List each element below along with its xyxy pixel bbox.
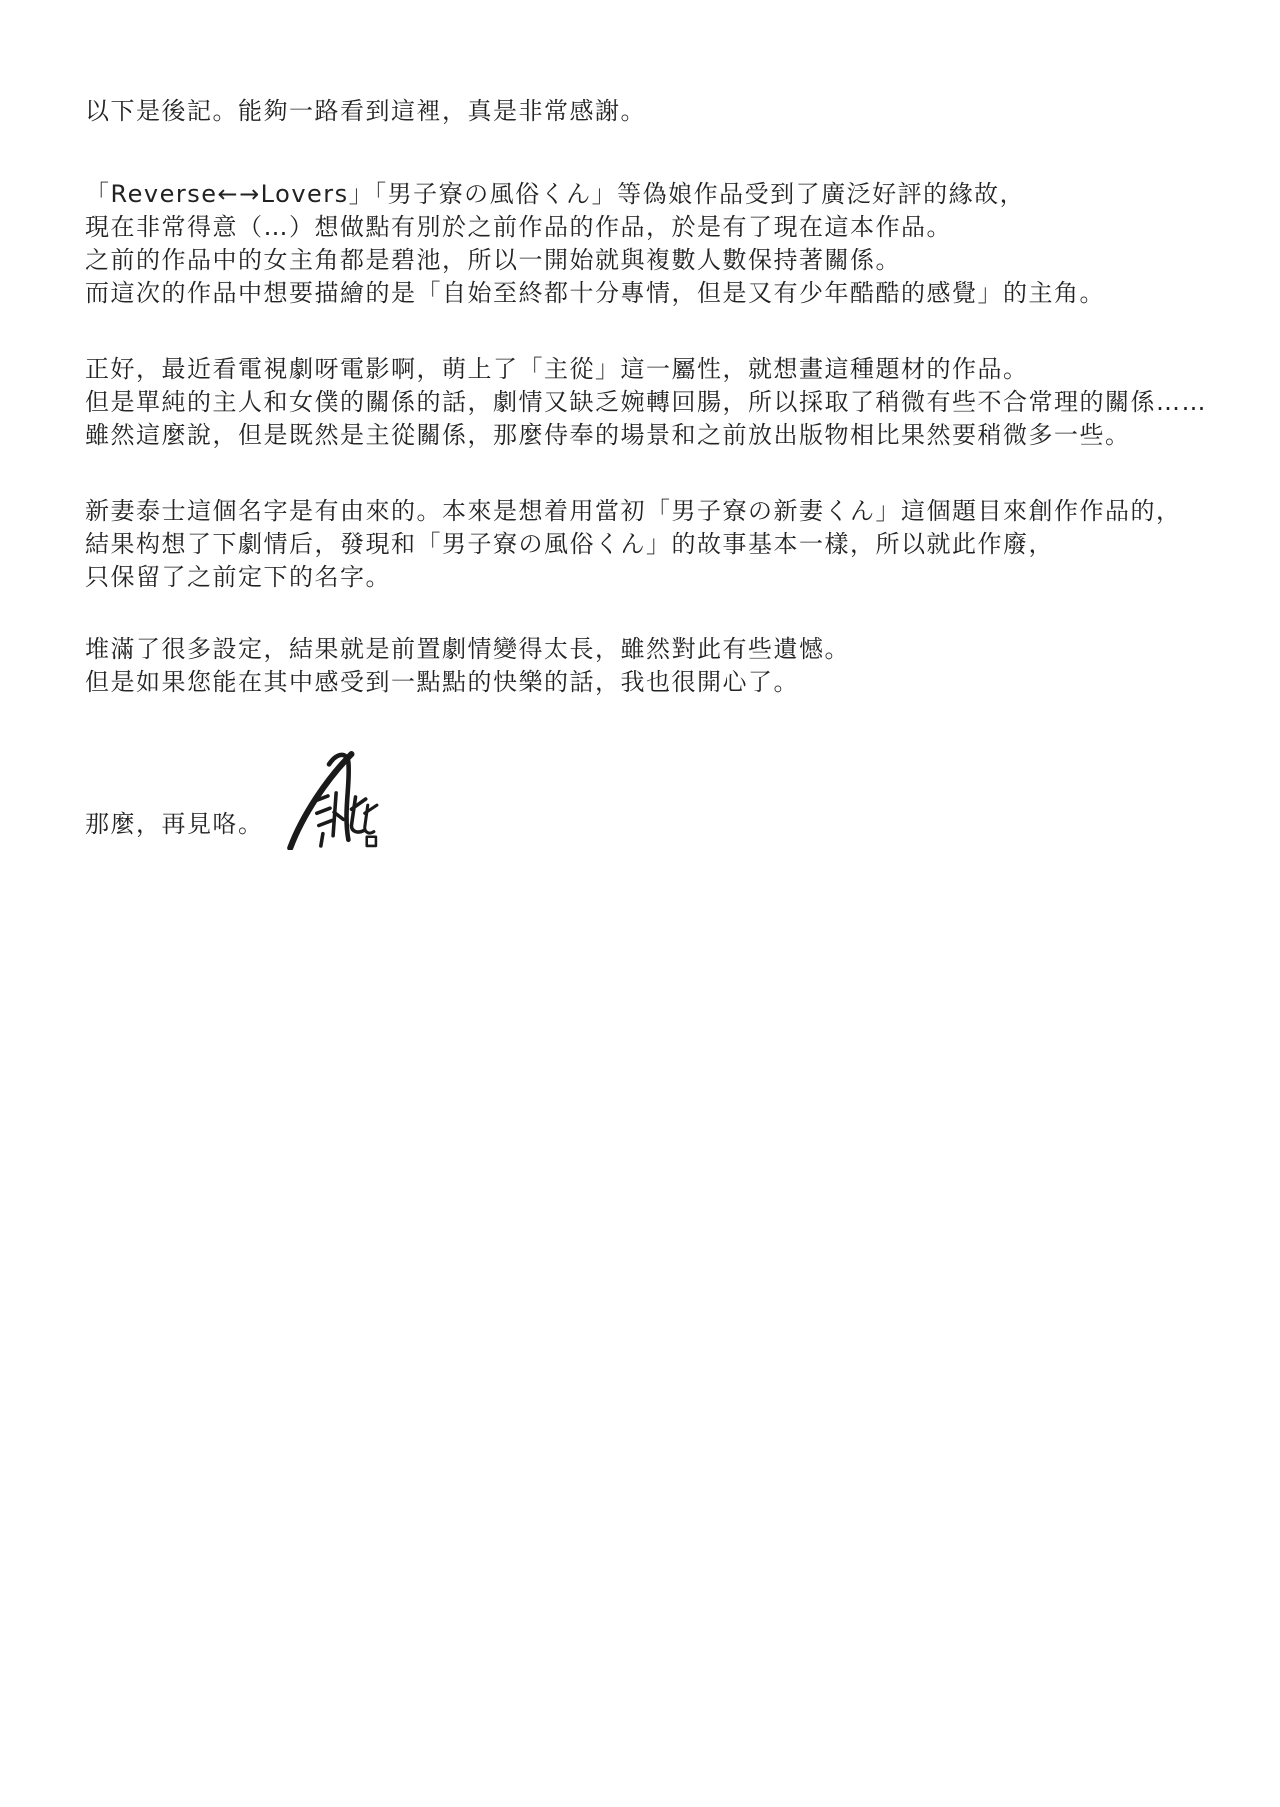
- text-line: 而這次的作品中想要描繪的是「自始至終都十分專情，但是又有少年酷酷的感覺」的主角。: [85, 279, 1105, 307]
- paragraph-intro: [85, 95, 646, 128]
- text-line: 「Reverse←→Lovers」「男子寮の風俗くん」等偽娘作品受到了廣泛好評的緣故，: [85, 180, 1026, 208]
- text-line: 但是單純的主人和女僕的關係的話，劇情又缺乏婉轉回腸，所以採取了稍微有些不合常理的關係……: [85, 388, 1207, 416]
- closing-line: [85, 808, 264, 841]
- text-line: 以下是後記。能夠一路看到這裡，真是非常感謝。: [85, 97, 646, 125]
- paragraph-master-servant-theme: [85, 353, 1207, 452]
- text-line: 結果构想了下劇情后，發現和「男子寮の風俗くん」的故事基本一樣，所以就此作廢，: [85, 530, 1054, 558]
- artist-signature-icon: [278, 748, 380, 850]
- text-line: 現在非常得意（…）想做點有別於之前作品的作品，於是有了現在這本作品。: [85, 213, 952, 241]
- text-line: 之前的作品中的女主角都是碧池，所以一開始就與複數人數保持著關係。: [85, 246, 901, 274]
- text-line: 堆滿了很多設定，結果就是前置劇情變得太長，雖然對此有些遺憾。: [85, 635, 850, 663]
- paragraph-name-origin: [85, 495, 1182, 594]
- paragraph-works-background: [85, 178, 1105, 310]
- text-line: 正好，最近看電視劇呀電影啊，萌上了「主從」這一屬性，就想畫這種題材的作品。: [85, 355, 1029, 383]
- closing-text: 那麼，再見咯。: [85, 810, 264, 838]
- text-line: 但是如果您能在其中感受到一點點的快樂的話，我也很開心了。: [85, 668, 799, 696]
- text-line: 雖然這麼說，但是既然是主從關係，那麼侍奉的場景和之前放出版物相比果然要稍微多一些。: [85, 421, 1131, 449]
- paragraph-regrets: [85, 633, 850, 699]
- text-line: 新妻泰士這個名字是有由來的。本來是想着用當初「男子寮の新妻くん」這個題目來創作作品的，: [85, 497, 1182, 525]
- text-line: 只保留了之前定下的名字。: [85, 563, 391, 591]
